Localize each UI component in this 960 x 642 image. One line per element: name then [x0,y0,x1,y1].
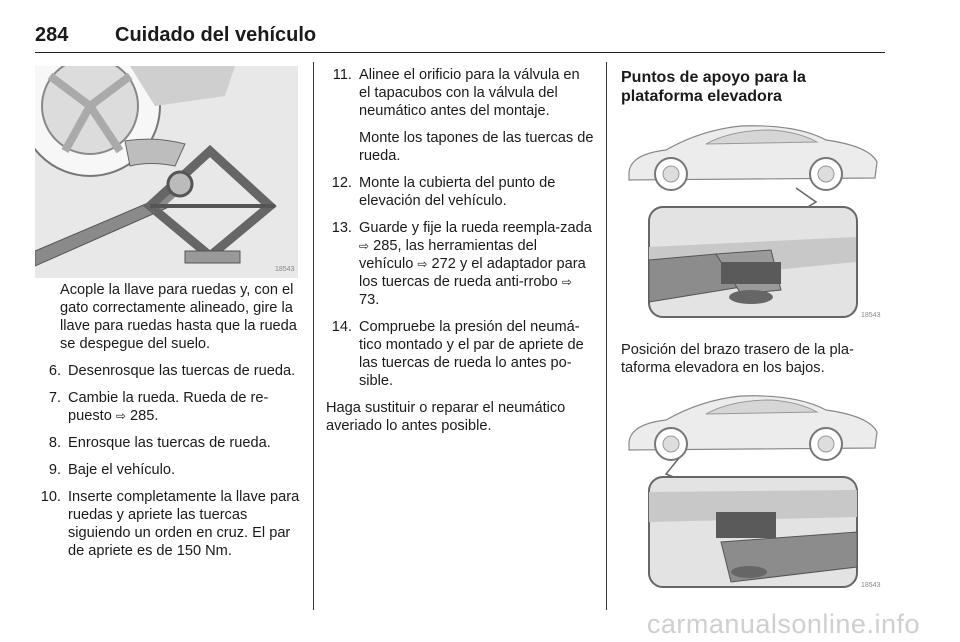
list-item [326,66,594,165]
step-number: 6. [48,363,61,379]
step-text: Inserte completamente la llave para ruedas y apriete las tuercas siguiendo un orden en cruz. El par de apriete es de 150 Nm. [68,489,300,559]
page-ref[interactable]: 285. [130,408,159,424]
page-ref-icon: ⇨ [359,239,370,253]
closing-paragraph: Haga sustituir o reparar el neumático averiado lo antes posible. [326,400,566,434]
column-2 [326,66,594,435]
page-header [35,22,885,53]
step-text: Monte la cubierta del punto de elevación del vehículo. [359,175,556,209]
step-number: 9. [48,462,61,478]
page-number: 284 [35,24,69,46]
column-1 [35,281,301,569]
page-ref-icon: ⇨ [115,409,126,423]
step-text: Enrosque las tuercas de rueda. [68,435,271,451]
step-number: 14. [331,319,352,335]
list-item [35,434,301,452]
list-item [35,461,301,479]
step-text: y el adaptador para los tuercas de rueda anti-rrobo [359,256,586,290]
step-subtext: Monte los tapones de las tuercas de rueda. [359,130,594,164]
page-ref[interactable]: 272 [431,256,456,272]
step-number: 13. [331,220,352,236]
step-text: Alinee el orificio para la válvula en el tapacubos con la válvula del neumático antes del montaje. [359,67,580,119]
list-item [326,174,594,210]
column-divider-right [606,62,607,610]
list-item [35,362,301,380]
step-number: 8. [48,435,61,451]
step-list-1 [35,362,301,560]
step-number: 11. [332,67,352,83]
page-ref[interactable]: 285 [373,238,398,254]
page-ref[interactable]: 73. [359,292,380,308]
watermark: carmanualsonline.info [646,609,920,639]
page-ref-icon: ⇨ [561,275,572,289]
list-item [326,219,594,309]
figure-caption: Posición del brazo trasero de la pla-taforma elevadora en los bajos. [621,342,854,376]
lift-point-illustration-front [621,112,885,324]
list-item [326,318,594,390]
step-text: Cambie la rueda. Rueda de re-puesto [68,390,269,424]
step-text: Compruebe la presión del neumá-tico montado y el par de apriete de las tuercas de rueda lo antes po-sible. [359,319,584,389]
jack-illustration [35,66,298,278]
page-ref-icon: ⇨ [417,257,428,271]
step-number: 7. [48,390,61,406]
list-item [35,389,301,425]
svg-text:18543: 18543 [275,266,295,273]
step-text: , las herramientas del vehículo [359,238,538,272]
lift-point-illustration-rear [621,382,885,594]
step-number: 10. [40,489,61,505]
svg-text:18543: 18543 [861,312,881,319]
step-list-2 [326,66,594,390]
step-text: Baje el vehículo. [68,462,176,478]
svg-text:18543: 18543 [861,582,881,589]
section-heading: Puntos de apoyo para la plataforma elevadora [621,69,806,105]
page-title: Cuidado del vehículo [115,24,317,46]
column-divider-left [313,62,314,610]
step-text: Guarde y fije la rueda reempla-zada [359,220,592,236]
step-number: 12. [331,175,352,191]
step-text: Desenrosque las tuercas de rueda. [68,363,296,379]
list-item [35,488,301,560]
instruction-intro: Acople la llave para ruedas y, con el gato correctamente alineado, gire la llave para ruedas hasta que la rueda se despegue del suelo. [60,282,297,352]
